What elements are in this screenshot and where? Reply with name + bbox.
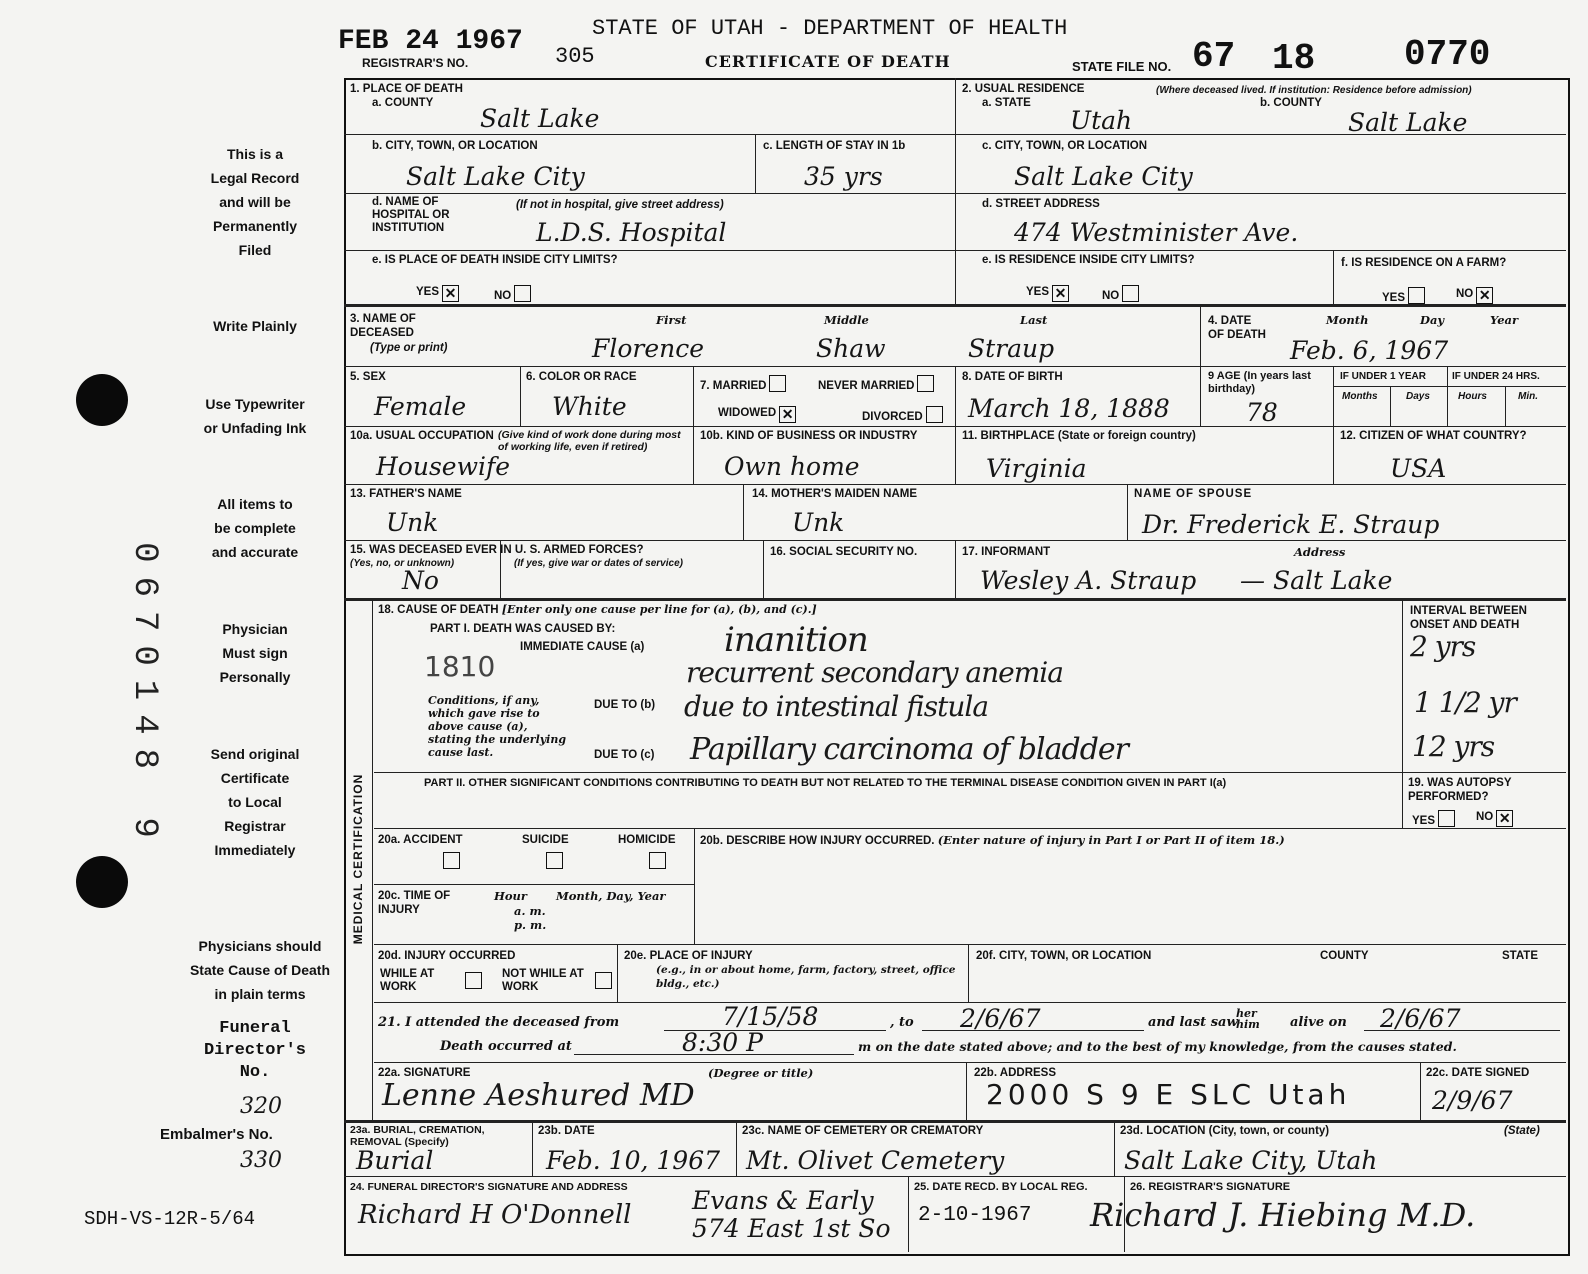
accident-label: 20a. ACCIDENT [378,834,463,846]
attended-from: 7/15/58 [722,1002,819,1031]
hospital-name: L.D.S. Hospital [536,218,727,247]
hospital-label: d. NAME OF HOSPITAL OR INSTITUTION [372,196,450,234]
death-city: Salt Lake City [406,162,585,191]
interval-a: 2 yrs [1410,630,1476,663]
not-work-checkbox[interactable] [595,972,612,989]
side-line: Immediately [214,842,296,858]
interval-label: INTERVAL BETWEEN ONSET AND DEATH [1410,605,1527,631]
rule [693,366,694,484]
interval-c: 12 yrs [1412,730,1495,763]
farm-label: f. IS RESIDENCE ON A FARM? [1341,257,1507,269]
registrar-sig-label: 26. REGISTRAR'S SIGNATURE [1130,1181,1291,1193]
homicide-checkbox[interactable] [649,852,666,869]
describe-injury-label [700,833,1285,848]
yes-label: YES [1026,286,1050,298]
checkbox-checked: ✕ [1496,810,1513,827]
conditions-note: Conditions, if any, which gave rise to above cause (a), stating the underlying cause last. [428,694,567,759]
never-married-label: NEVER MARRIED [818,380,915,392]
injury-county-label: COUNTY [1320,950,1369,962]
rule [374,828,1566,829]
stay-label: c. LENGTH OF STAY IN 1b [763,140,906,152]
death-county: Salt Lake [480,104,600,133]
rule [966,1062,967,1120]
rule [520,366,521,426]
rule [1200,366,1201,426]
immediate-cause-2: recurrent secondary anemia [686,656,1063,689]
due-to-b: due to intestinal fistula [684,690,989,723]
punch-hole [76,374,128,426]
rule [1402,598,1403,828]
checkbox-empty [1122,285,1139,302]
date-of-birth: March 18, 1888 [968,394,1170,423]
no-label: NO [1102,290,1120,302]
under-1-year: IF UNDER 1 YEAR [1340,371,1426,382]
side-line: Legal Record [210,170,300,186]
suicide-checkbox[interactable] [546,852,563,869]
hour-label: Hour [494,889,527,903]
rule [617,944,618,1002]
physician-signature: Lenne Aeshured MD [382,1078,695,1113]
cemetery-location-label: 23d. LOCATION (City, town, or county) [1120,1125,1330,1137]
rule [1114,1120,1115,1176]
side-line: Physician [222,621,288,637]
day-label: Day [1420,313,1445,327]
cause-title-note: [Enter only one cause per line for (a), (b), and (c).] [501,603,817,616]
armed-note-1: (Yes, no, or unknown) [350,558,455,569]
city-label: c. CITY, TOWN, OR LOCATION [982,140,1148,152]
never-married-checkbox[interactable] [818,375,934,393]
rule [374,884,694,885]
checkbox-empty [917,375,934,392]
rule [344,598,1566,601]
widowed-label: WIDOWED [718,407,777,419]
rule [1333,250,1334,304]
rule [344,1120,1566,1123]
certificate-title: CERTIFICATE OF DEATH [705,52,951,71]
mother-label: 14. MOTHER'S MAIDEN NAME [752,488,918,500]
birthplace-label: 11. BIRTHPLACE (State or foreign country) [962,430,1196,442]
statement-text: m on the date stated above; and to the best of my knowledge, from the causes stated. [858,1039,1457,1054]
residence-title: 2. USUAL RESIDENCE [962,83,1085,95]
side-line: Permanently [212,218,298,234]
yes-label: YES [1412,815,1436,827]
business-label: 10b. KIND OF BUSINESS OR INDUSTRY [700,430,918,442]
month-label: Month [1326,313,1369,327]
residence-street: 474 Westminister Ave. [1014,218,1299,247]
checkbox-empty [1438,810,1455,827]
registrar-no: 305 [555,44,595,69]
place-of-injury-label: 20e. PLACE OF INJURY [624,950,753,962]
rule [955,366,956,484]
address-label: 22b. ADDRESS [974,1067,1057,1079]
checkbox-empty [514,285,531,302]
armed-forces-label: 15. WAS DECEASED EVER IN U. S. ARMED FORCES? [350,544,644,556]
checkbox-checked: ✕ [1052,285,1069,302]
no-label: NO [494,290,512,302]
side-line: Use Typewriter [205,396,305,412]
death-occurred-label: Death occurred at [440,1039,572,1054]
to-label: , to [890,1015,914,1030]
side-line: Send original [210,746,300,762]
rule [1420,1062,1421,1120]
date-of-death: Feb. 6, 1967 [1290,336,1449,365]
inside-city-label: e. IS PLACE OF DEATH INSIDE CITY LIMITS? [372,254,618,266]
file-no-serial: 0770 [1404,34,1491,75]
spouse-value: Dr. Frederick E. Straup [1142,510,1440,539]
rule [968,944,969,1002]
rule [374,1062,1566,1063]
embalmer-label: Embalmer's No. [160,1126,273,1143]
occupation-label: 10a. USUAL OCCUPATION [350,430,494,442]
cemetery-value: Mt. Olivet Cemetery [746,1146,1005,1175]
fd-line: Funeral [219,1019,291,1038]
medical-certification-label [344,762,368,962]
side-line: State Cause of Death [189,962,331,978]
funeral-director-no: 320 [240,1094,282,1119]
registrar-signature: Richard J. Hiebing M.D. [1090,1196,1476,1234]
funeral-home-address: 574 East 1st So [692,1214,891,1243]
rule [344,1176,1566,1177]
street-label: d. STREET ADDRESS [982,198,1100,210]
days-label: Days [1406,391,1430,402]
rule [755,134,756,193]
rule [955,78,956,304]
rule [955,540,956,598]
informant-address-label: Address [1294,545,1346,559]
birthplace-value: Virginia [986,454,1087,483]
side-line: in plain terms [214,986,306,1002]
disposition-value: Burial [356,1146,434,1175]
due-to-b-label: DUE TO (b) [594,699,656,711]
side-line: Filed [238,242,272,258]
no-checkbox[interactable] [1102,285,1139,303]
her-him-label: her him [1236,1007,1260,1031]
rule [743,484,744,540]
death-time: 8:30 P [682,1028,763,1057]
date-signed-label: 22c. DATE SIGNED [1426,1067,1530,1079]
state-label: a. STATE [982,97,1031,109]
autopsy-label: 19. WAS AUTOPSY PERFORMED? [1408,777,1512,803]
inside-city-label: e. IS RESIDENCE INSIDE CITY LIMITS? [982,254,1195,266]
file-no-year: 67 [1192,36,1236,77]
place-of-death-title: 1. PLACE OF DEATH [350,83,463,95]
funeral-home-name: Evans & Early [692,1186,874,1215]
cause-title-text: 18. CAUSE OF DEATH [378,604,499,616]
date-received-label: 25. DATE RECD. BY LOCAL REG. [914,1181,1088,1193]
rule [908,1176,909,1252]
last-label: Last [1020,313,1048,327]
signature-label: 22a. SIGNATURE [378,1067,471,1079]
yes-checkbox[interactable] [1382,287,1425,305]
place-of-injury-note: (e.g., in or about home, farm, factory, street, office bldg., etc.) [656,964,956,990]
rule [1333,386,1566,387]
embalmer-no: 330 [240,1148,282,1173]
state-title: STATE OF UTAH - DEPARTMENT OF HEALTH [592,16,1068,41]
while-at-work-label: WHILE AT WORK [380,968,435,993]
side-line: Physicians should [198,938,322,954]
residence-state: Utah [1070,106,1133,135]
alive-on-label: alive on [1290,1015,1347,1030]
side-line: Must sign [222,645,288,661]
form-code: SDH-VS-12R-5/64 [84,1208,256,1230]
sex-value: Female [374,392,467,421]
homicide-label: HOMICIDE [618,834,676,846]
year-label: Year [1490,313,1519,327]
father-label: 13. FATHER'S NAME [350,488,462,500]
citizen-label: 12. CITIZEN OF WHAT COUNTRY? [1340,430,1527,442]
physician-address: 2000 S 9 E SLC Utah [986,1078,1351,1111]
date-of-death-label: 4. DATE OF DEATH [1208,315,1266,341]
divorced-label: DIVORCED [862,411,923,423]
yes-checkbox[interactable] [416,285,459,302]
immediate-cause-label: IMMEDIATE CAUSE (a) [520,641,645,653]
last-saw-label: and last saw [1148,1015,1238,1030]
part2-label: PART II. OTHER SIGNIFICANT CONDITIONS CONTRIBUTING TO DEATH BUT NOT RELATED TO THE TERMINAL DISEASE CONDITION GIVEN IN PART I(a) [424,777,1227,789]
middle-name: Shaw [816,334,886,363]
armed-forces-value: No [402,566,439,595]
rule [1127,484,1128,540]
race-value: White [552,392,627,421]
married-label: MARRIED [712,380,767,392]
disposition-label: 23a. BURIAL, CREMATION, REMOVAL (Specify) [350,1124,485,1148]
autopsy-yes-checkbox[interactable] [1412,810,1455,828]
divorced-checkbox[interactable] [862,406,943,424]
funeral-director-label [185,1018,325,1084]
yes-label: YES [1382,292,1406,304]
injury-occurred-label: 20d. INJURY OCCURRED [378,950,516,962]
alive-on-date: 2/6/67 [1380,1004,1461,1033]
age-value: 78 [1246,398,1278,427]
mdy-label: Month, Day, Year [556,889,666,903]
spouse-label: NAME OF SPOUSE [1134,488,1253,500]
side-line: All items to [217,496,293,512]
sex-label: 5. SEX [350,371,386,383]
rule [763,540,764,598]
mother-value: Unk [792,508,845,537]
rule [374,1002,1566,1003]
first-name: Florence [592,334,705,363]
first-label: First [656,313,687,327]
side-line: and accurate [211,544,299,560]
rule [1200,304,1201,366]
interval-b: 1 1/2 yr [1414,686,1516,719]
side-line: Registrar [224,818,286,834]
occupation-value: Housewife [376,452,511,481]
injury-city-label: 20f. CITY, TOWN, OR LOCATION [976,950,1152,962]
burial-date-label: 23b. DATE [538,1125,595,1137]
residence-note: (Where deceased lived. If institution: Residence before admission) [1156,85,1472,96]
county-label: a. COUNTY [372,97,434,109]
rule [736,1120,737,1176]
cemetery-state-label: (State) [1504,1125,1540,1137]
rule [372,598,373,1120]
side-line: This is a [226,146,284,162]
informant-address: — Salt Lake [1240,566,1393,595]
registrar-label: REGISTRAR'S NO. [362,56,469,70]
cemetery-label: 23c. NAME OF CEMETERY OR CREMATORY [742,1125,984,1137]
due-to-c-label: DUE TO (c) [594,749,655,761]
side-line: Certificate [220,770,290,786]
degree-label: (Degree or title) [708,1066,814,1080]
widowed-checkbox[interactable] [718,406,796,423]
medical-cert-text: MEDICAL CERTIFICATION [351,773,365,945]
due-to-c: Papillary carcinoma of bladder [690,732,1128,767]
no-label: NO [1456,288,1474,300]
married-checkbox[interactable]: 7. MARRIED [700,375,786,393]
serial-text: 0670148 9 [125,542,163,852]
no-checkbox[interactable] [1456,287,1493,304]
age-label: 9 AGE (In years last birthday) [1208,370,1311,395]
ssn-label: 16. SOCIAL SECURITY NO. [770,546,918,558]
armed-note-2: (If yes, give war or dates of service) [514,558,683,569]
while-work-checkbox[interactable] [465,972,482,989]
date-received: 2-10-1967 [918,1204,1032,1227]
residence-city: Salt Lake City [1014,162,1193,191]
yes-checkbox[interactable] [1026,285,1069,302]
file-no-district: 18 [1272,38,1316,79]
county-label: b. COUNTY [1260,97,1322,109]
rule [694,828,695,944]
race-label: 6. COLOR OR RACE [526,371,637,383]
business-value: Own home [724,452,860,481]
rule [344,484,1566,485]
occupation-note: (Give kind of work done during most of working life, even if retired) [498,429,681,453]
months-label: Months [1342,391,1378,402]
informant-label: 17. INFORMANT [962,546,1051,558]
checkbox-empty [769,375,786,392]
rule [532,1120,533,1176]
cause-code: 1810 [424,650,496,683]
fd-line: Director's No. [203,1041,307,1082]
checkbox-checked: ✕ [442,285,459,302]
suicide-label: SUICIDE [522,834,569,846]
describe-text: 20b. DESCRIBE HOW INJURY OCCURRED. [700,835,935,847]
describe-note: (Enter nature of injury in Part I or Part II of item 18.) [937,833,1285,847]
citizen-value: USA [1390,454,1447,483]
middle-label: Middle [824,313,869,327]
checkbox-checked: ✕ [1476,287,1493,304]
side-line: Personally [219,669,291,685]
name-note: (Type or print) [370,342,448,354]
side-write-plainly: Write Plainly [213,318,297,334]
autopsy-no-checkbox[interactable] [1476,810,1513,827]
not-at-work-label: NOT WHILE AT WORK [502,968,584,993]
length-of-stay: 35 yrs [804,162,883,191]
burial-date: Feb. 10, 1967 [546,1146,720,1175]
pm-label: p. m. [514,918,547,932]
rule [1333,366,1334,484]
rule [1390,386,1391,426]
checkbox-empty [926,406,943,423]
name-label: 3. NAME OF DECEASED [350,313,416,339]
received-stamp: FEB 24 1967 [338,26,523,57]
side-line: to Local [228,794,282,810]
side-line: and will be [219,194,291,210]
rule [374,944,1566,945]
funeral-director-sig-label: 24. FUNERAL DIRECTOR'S SIGNATURE AND ADDRESS [350,1181,628,1193]
rule [374,772,1566,773]
father-value: Unk [386,508,439,537]
date-signed: 2/9/67 [1432,1086,1513,1115]
checkbox-empty [1408,287,1425,304]
funeral-director-signature: Richard H O'Donnell [358,1200,632,1230]
hospital-note: (If not in hospital, give street address) [516,199,724,211]
side-line: or Unfading Ink [203,420,307,436]
no-label: NO [1476,811,1494,823]
side-line: be complete [214,520,296,536]
min-label: Min. [1518,391,1538,402]
last-name: Straup [968,334,1055,363]
part1-label: PART I. DEATH WAS CAUSED BY: [430,623,616,635]
no-checkbox[interactable] [494,285,531,303]
yes-label: YES [416,286,440,298]
am-label: a. m. [514,904,546,918]
immediate-cause: inanition [724,620,868,660]
time-of-injury-label: 20c. TIME OF INJURY [378,890,451,916]
cause-title [378,603,817,617]
vertical-serial-number [114,488,170,908]
injury-state-label: STATE [1502,950,1538,962]
checkbox-checked: ✕ [779,406,796,423]
under-24-hrs: IF UNDER 24 HRS. [1452,371,1540,382]
rule [1447,366,1448,426]
informant-value: Wesley A. Straup [980,566,1197,595]
state-file-label: STATE FILE NO. [1072,59,1172,74]
cemetery-location: Salt Lake City, Utah [1124,1146,1378,1175]
residence-county: Salt Lake [1348,108,1468,137]
accident-checkbox[interactable] [443,852,460,869]
hours-label: Hours [1458,391,1487,402]
attended-label: 21. I attended the deceased from [378,1015,620,1030]
attended-to: 2/6/67 [960,1004,1041,1033]
rule [1505,386,1506,426]
city-label: b. CITY, TOWN, OR LOCATION [372,140,538,152]
birth-label: 8. DATE OF BIRTH [962,371,1063,383]
